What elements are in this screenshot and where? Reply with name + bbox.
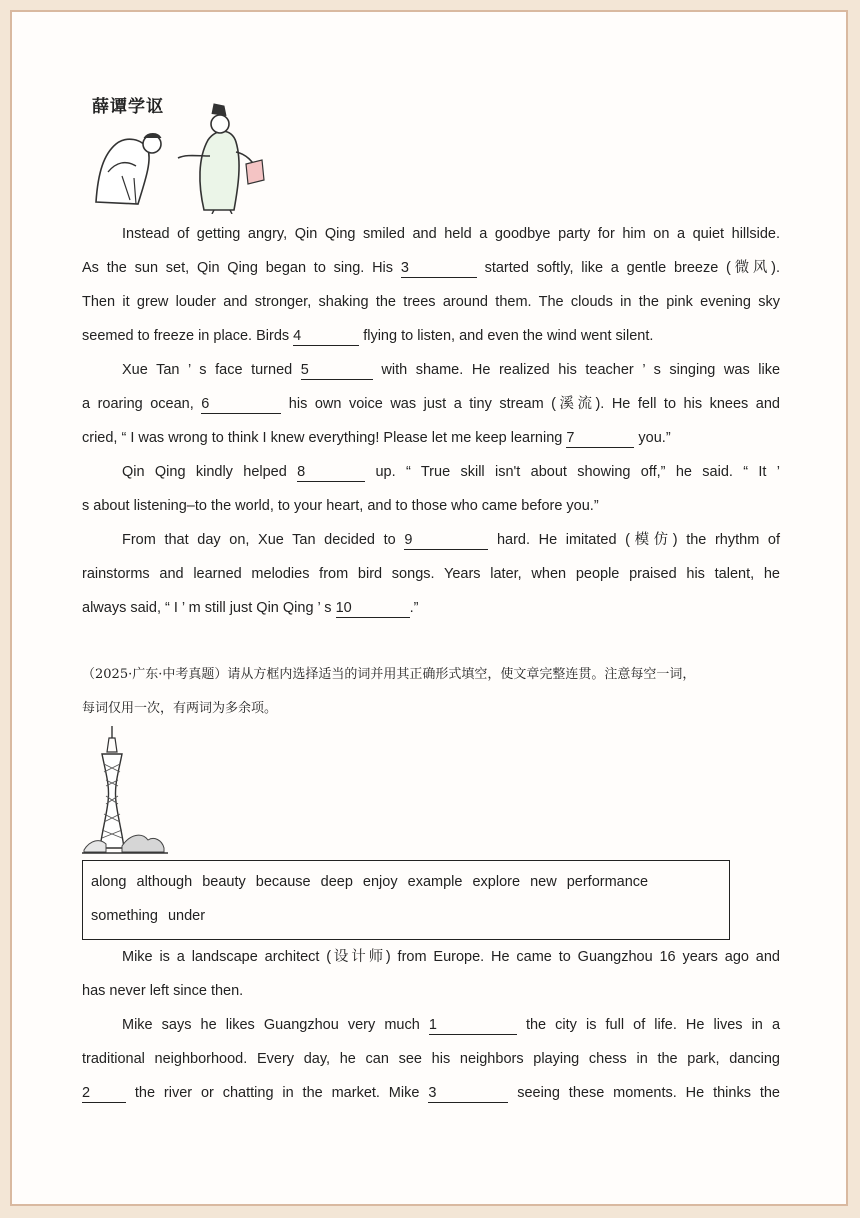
text: Mike is a landscape architect (设计师) from Europe. He came to Guangzhou 16 years ago and — [122, 949, 780, 965]
story-illustration — [86, 92, 271, 214]
blank-3b[interactable]: 3 — [428, 1084, 508, 1103]
word-option: explore — [472, 874, 521, 890]
word-option: something — [91, 908, 158, 924]
text-line — [82, 1076, 780, 1110]
blank-4[interactable]: 4 — [293, 327, 359, 346]
text: Xue Tan ’ s face turned — [122, 362, 293, 378]
text-line — [82, 455, 780, 489]
text: the river or chatting in the market. Mike — [134, 1085, 420, 1101]
instruction-line: 每词仅用一次，有两词为多余项。 — [82, 701, 278, 716]
text-line — [82, 319, 780, 353]
text: seemed to freeze in place. Birds — [82, 328, 290, 344]
word-option: enjoy — [362, 874, 398, 890]
text-line — [82, 1042, 780, 1076]
text-line — [82, 1008, 780, 1042]
word-option: under — [167, 908, 206, 924]
blank-9[interactable]: 9 — [404, 531, 488, 550]
word-option: deep — [320, 874, 353, 890]
text: Then it grew louder and stronger, shaking the trees around them. The clouds in the pink evening sky — [82, 294, 780, 310]
text: Instead of getting angry, Qin Qing smiled and held a goodbye party for him on a quiet hillside. — [122, 226, 780, 242]
word-option: performance — [566, 874, 649, 890]
word-option: along — [91, 874, 127, 890]
text: s about listening–to the world, to your heart, and to those who came before you.” — [82, 498, 599, 514]
story-title: 薛谭学讴 — [92, 97, 164, 117]
word-option: example — [407, 874, 463, 890]
text: started softly, like a gentle breeze (微风). — [484, 260, 780, 276]
blank-8[interactable]: 8 — [297, 463, 365, 482]
paragraph-3 — [82, 455, 780, 523]
text: traditional neighborhood. Every day, he can see his neighbors playing chess in the park, dancing — [82, 1051, 780, 1067]
blank-7[interactable]: 7 — [566, 429, 634, 448]
text: with shame. He realized his teacher ’ s singing was like — [381, 362, 781, 378]
text: From that day on, Xue Tan decided to — [122, 532, 396, 548]
text-line — [82, 557, 780, 591]
text-line — [82, 353, 780, 387]
paragraph-5 — [82, 940, 780, 1008]
text: Qin Qing kindly helped — [122, 464, 287, 480]
text: always said, “ I ’ m still just Qin Qing ’ s — [82, 600, 332, 616]
figures-drawing — [86, 92, 271, 214]
text-line — [82, 251, 780, 285]
text: cried, “ I was wrong to think I knew everything! Please let me keep learning — [82, 430, 563, 446]
paragraph-6 — [82, 1008, 780, 1110]
word-bank-line — [91, 865, 721, 899]
text-line — [82, 523, 780, 557]
text-line — [82, 940, 780, 974]
text-line — [82, 489, 780, 523]
exercise-instruction — [82, 658, 787, 726]
paragraph-1 — [82, 217, 780, 353]
text: you.” — [638, 430, 671, 446]
text-line — [82, 285, 780, 319]
text-line — [82, 217, 780, 251]
blank-10[interactable]: 10 — [336, 599, 410, 618]
text-line — [82, 387, 780, 421]
text: As the sun set, Qin Qing began to sing. His — [82, 260, 394, 276]
text: rainstorms and learned melodies from bird songs. Years later, when people praised his talent, he — [82, 566, 780, 582]
paragraph-2 — [82, 353, 780, 455]
word-bank-line — [91, 899, 721, 933]
word-option: because — [255, 874, 311, 890]
text: flying to listen, and even the wind went silent. — [363, 328, 654, 344]
text: a roaring ocean, — [82, 396, 194, 412]
word-option: new — [530, 874, 557, 890]
text-line — [82, 421, 780, 455]
text-line — [82, 591, 780, 625]
text: hard. He imitated (模仿) the rhythm of — [496, 532, 780, 548]
word-option: although — [136, 874, 193, 890]
text: Mike says he likes Guangzhou very much — [122, 1017, 420, 1033]
blank-1[interactable]: 1 — [429, 1016, 517, 1035]
blank-3[interactable]: 3 — [401, 259, 477, 278]
text: has never left since then. — [82, 983, 244, 999]
paragraph-4 — [82, 523, 780, 625]
text: .” — [409, 600, 419, 616]
word-option: beauty — [202, 874, 246, 890]
text: seeing these moments. He thinks the — [517, 1085, 780, 1101]
blank-6[interactable]: 6 — [201, 395, 281, 414]
blank-2[interactable]: 2 — [82, 1084, 126, 1103]
instruction-line: （2025·广东·中考真题）请从方框内选择适当的词并用其正确形式填空，使文章完整连贯。注意每空一词， — [82, 667, 696, 682]
text: the city is full of life. He lives in a — [525, 1017, 781, 1033]
text: his own voice was just a tiny stream (溪流). He fell to his knees and — [288, 396, 780, 412]
canton-tower-illustration — [80, 724, 170, 856]
text-line — [82, 974, 780, 1008]
blank-5[interactable]: 5 — [301, 361, 373, 380]
word-bank-box — [82, 860, 730, 940]
text: up. “ True skill isn't about showing off,” he said. “ It ’ — [375, 464, 781, 480]
